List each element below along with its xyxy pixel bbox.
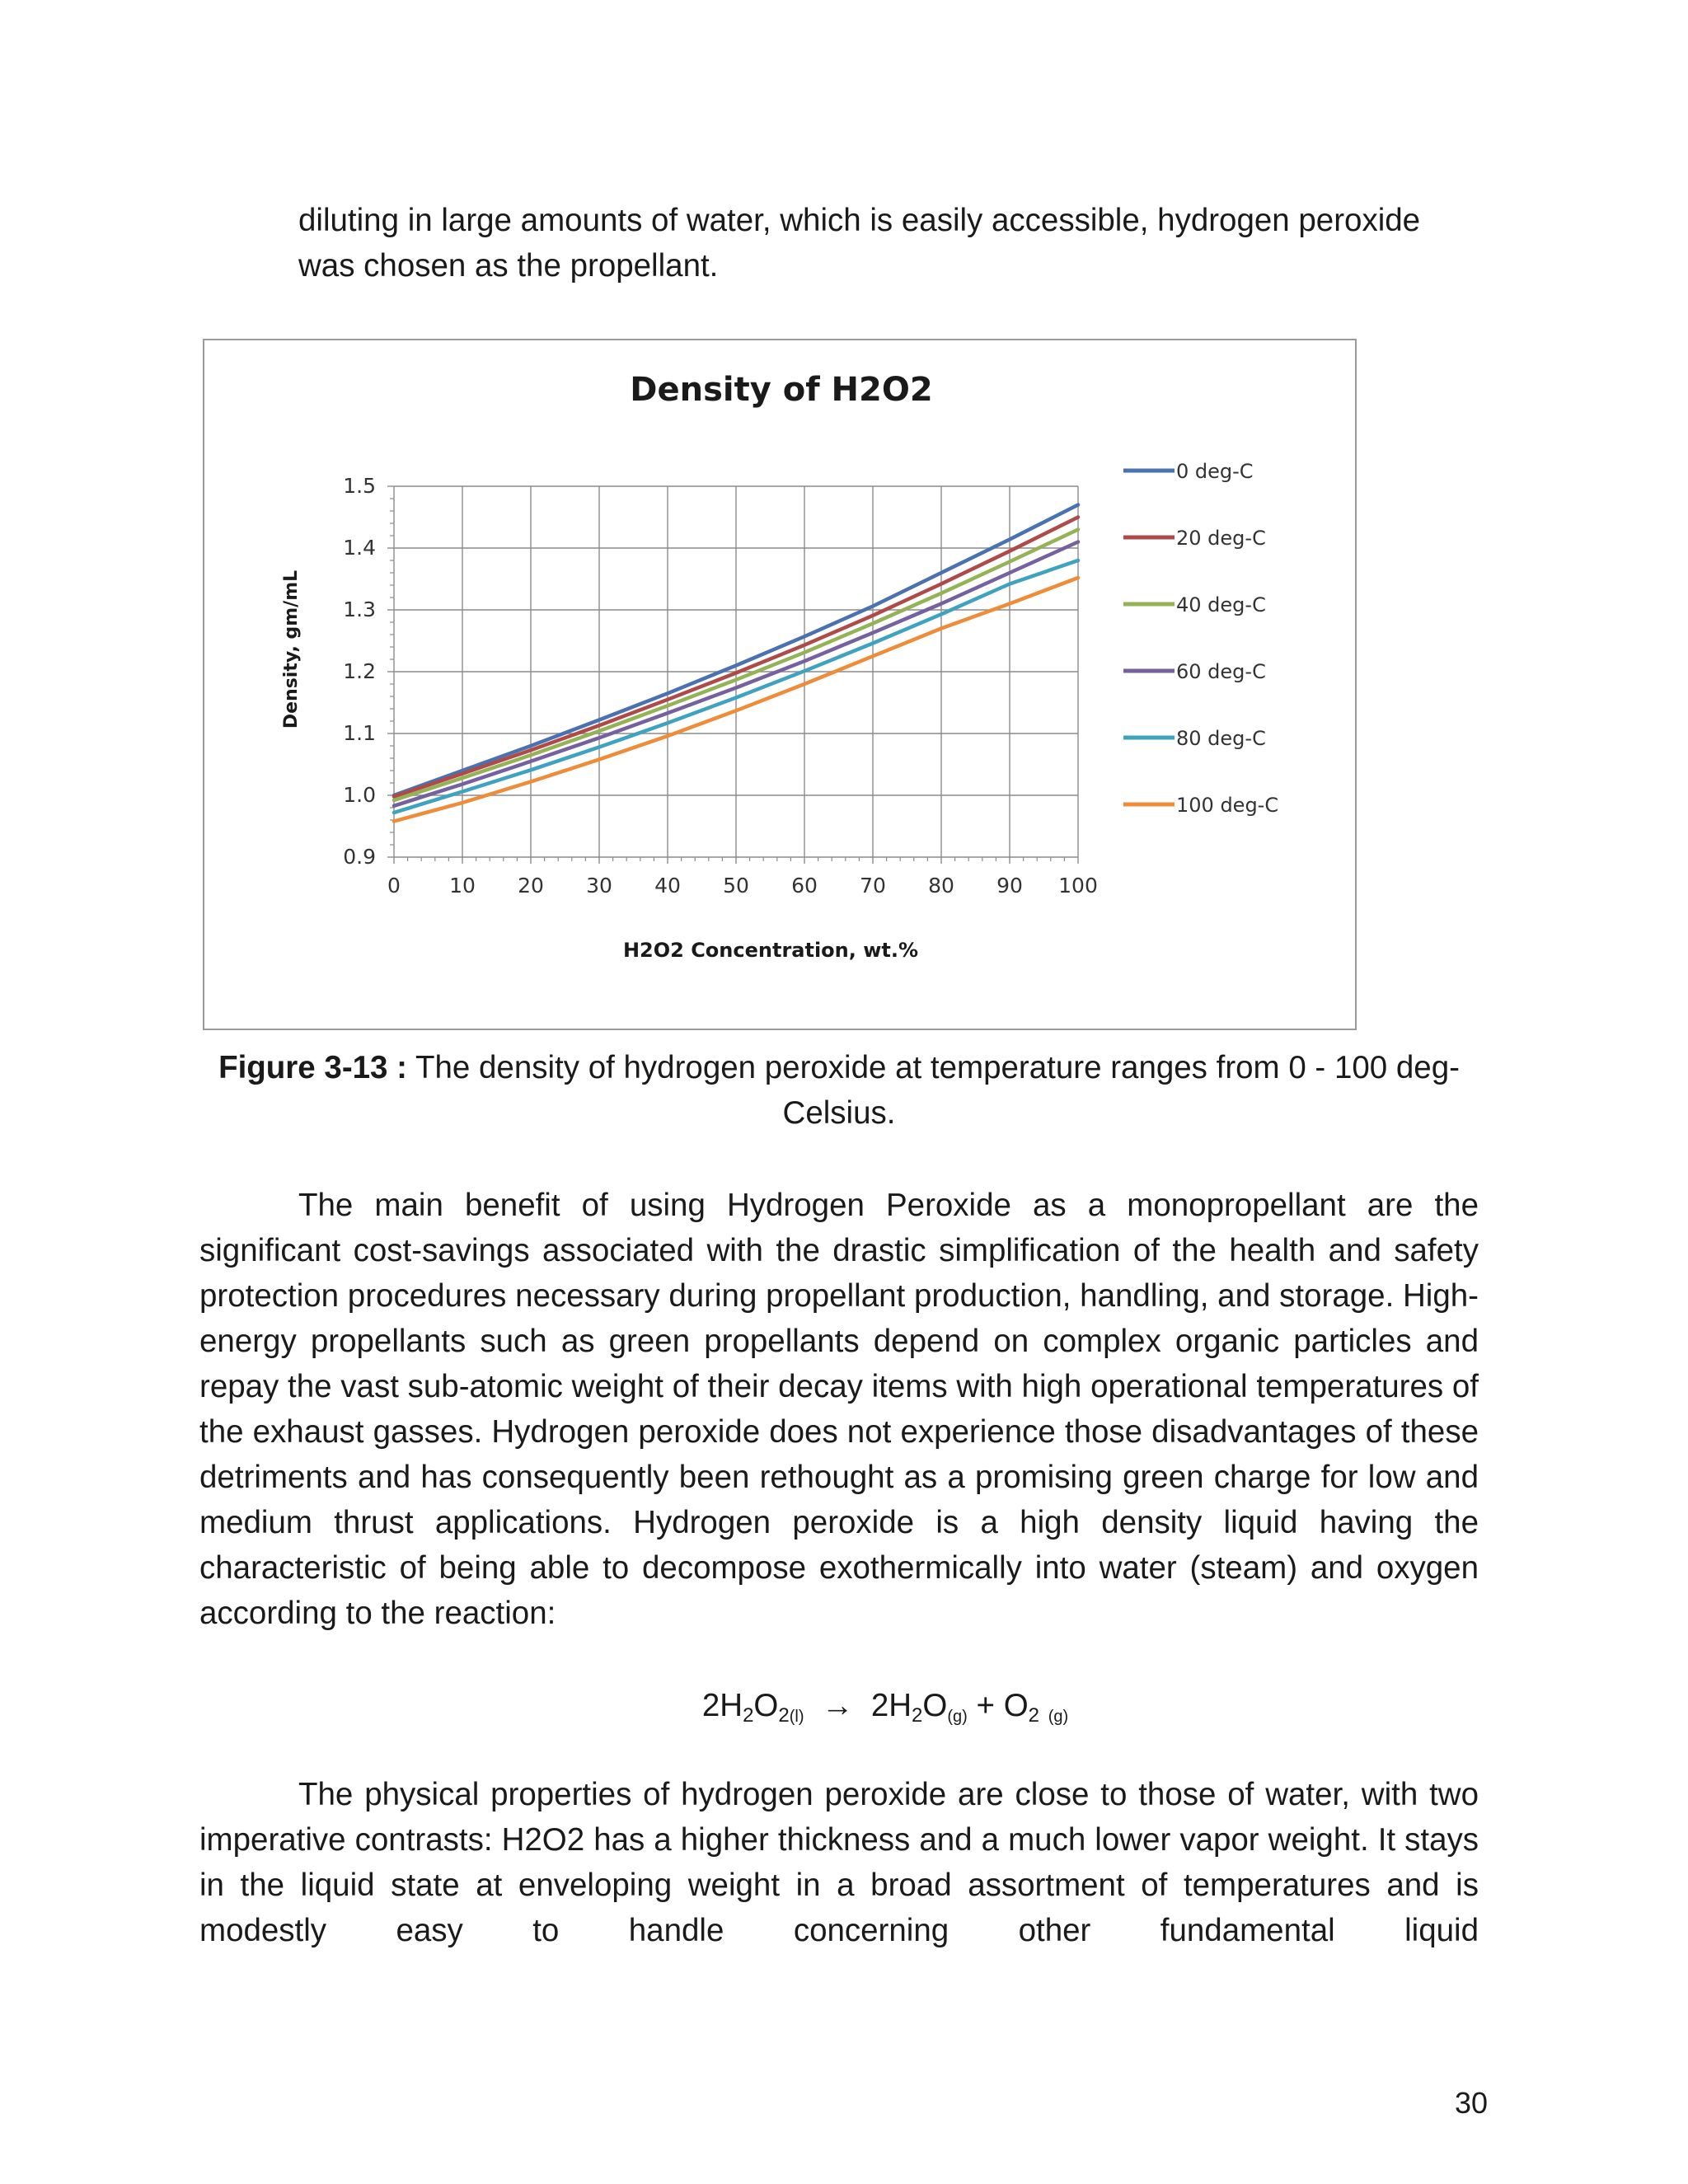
- eq-product1-coef: 2H: [870, 1688, 912, 1723]
- x-axis-label: H2O2 Concentration, wt.%: [622, 939, 919, 962]
- x-tick-label: 0: [387, 874, 401, 898]
- eq-product2-sub: 2: [1028, 1704, 1039, 1727]
- eq-plus: +: [976, 1688, 995, 1723]
- x-tick-label: 30: [586, 874, 612, 898]
- y-tick-label: 1.2: [343, 659, 376, 683]
- figure-caption: [199, 1045, 1479, 1136]
- eq-product2-state: (g): [1048, 1708, 1069, 1726]
- eq-reactant-o-sub: 2: [778, 1704, 790, 1727]
- x-tick-label: 100: [1058, 874, 1098, 898]
- y-axis-label: Density, gm/mL: [281, 569, 302, 729]
- legend-label: 0 deg-C: [1176, 460, 1254, 483]
- reaction-equation: [0, 1681, 1688, 1731]
- page-number: 30: [1454, 2086, 1488, 2120]
- eq-reactant-h-sub: 2: [743, 1704, 754, 1727]
- eq-reactant-state: (l): [789, 1708, 804, 1726]
- eq-arrow: →: [821, 1688, 854, 1723]
- y-tick-label: 1.0: [343, 783, 376, 807]
- legend-label: 20 deg-C: [1176, 527, 1266, 550]
- eq-product1-h-sub: 2: [912, 1704, 923, 1727]
- legend-label: 80 deg-C: [1176, 727, 1266, 750]
- chart-legend: [1123, 460, 1278, 817]
- x-tick-label: 10: [449, 874, 476, 898]
- x-tick-label: 50: [723, 874, 749, 898]
- density-chart: [203, 339, 1357, 1030]
- y-tick-label: 1.4: [343, 536, 376, 560]
- y-tick-label: 1.3: [343, 598, 376, 621]
- legend-label: 100 deg-C: [1176, 794, 1279, 817]
- x-tick-label: 90: [996, 874, 1023, 898]
- paragraph-physical: The physical properties of hydrogen peroxide are close to those of water, with two imperative contrasts: H2O2 has a higher thickness and a much lower vapor weight. It stays in the liquid state at enveloping weight in a broad assortment of temperatures and is modestly easy to handle concerning other fundamental liquid: [199, 1777, 1479, 1948]
- chart-svg: [204, 340, 1355, 1029]
- eq-reactant-o: O: [753, 1688, 779, 1723]
- eq-product1-o: O: [922, 1688, 948, 1723]
- caption-text: The density of hydrogen peroxide at temperature ranges from 0 - 100 deg-Celsius.: [406, 1050, 1460, 1131]
- x-tick-label: 80: [928, 874, 954, 898]
- y-tick-label: 1.1: [343, 721, 376, 745]
- y-tick-label: 1.5: [343, 474, 376, 498]
- legend-label: 60 deg-C: [1176, 660, 1266, 683]
- paragraph-benefit: The main benefit of using Hydrogen Peroxide as a monopropellant are the significant cost-savings associated with the drastic simplification of the health and safety protection procedures necessary during propellant production, handling, and storage. High-energy propellants such as green propellants depend on complex organic particles and repay the vast sub-atomic weight of their decay items with high operational temperatures of the exhaust gasses. Hydrogen peroxide does not experience those disadvantages of these detriments and has consequently been rethought as a promising green charge for low and medium thrust applications. Hydrogen peroxide is a high density liquid having the characteristic of being able to decompose exothermically into water (steam) and oxygen according to the reaction:: [199, 1188, 1479, 1631]
- eq-reactant-coef: 2H: [701, 1688, 743, 1723]
- paragraph-intro: diluting in large amounts of water, which is easily accessible, hydrogen peroxide was chosen as the propellant.: [298, 203, 1421, 284]
- chart-title: Density of H2O2: [630, 371, 933, 409]
- x-tick-label: 20: [518, 874, 544, 898]
- x-tick-label: 70: [860, 874, 886, 898]
- eq-product1-state: (g): [947, 1708, 968, 1726]
- caption-label: Figure 3-13 :: [218, 1050, 407, 1085]
- x-tick-label: 40: [654, 874, 681, 898]
- y-tick-label: 0.9: [343, 845, 376, 869]
- eq-product2-o: O: [1003, 1688, 1029, 1723]
- legend-label: 40 deg-C: [1176, 593, 1266, 616]
- x-tick-label: 60: [791, 874, 818, 898]
